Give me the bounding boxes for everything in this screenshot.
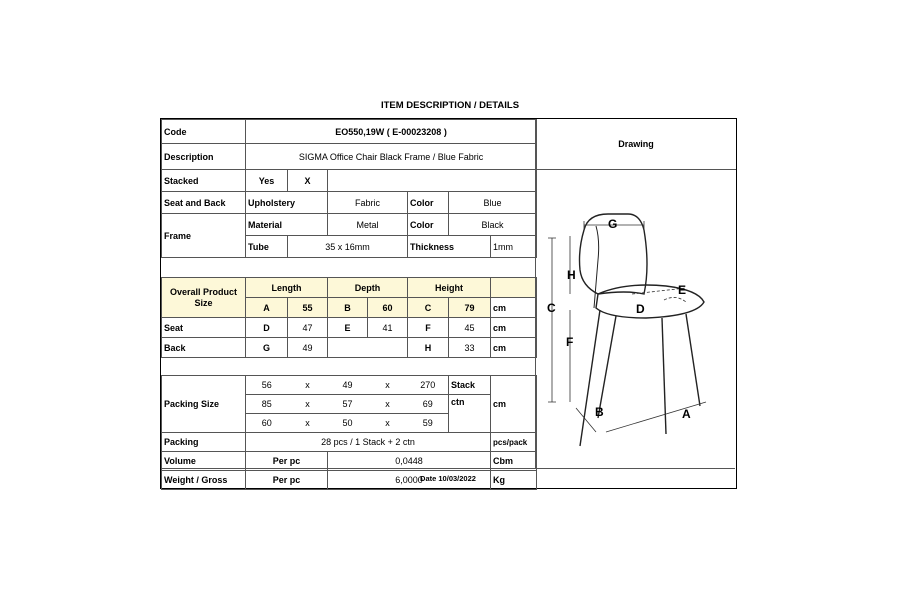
empty-cell (491, 278, 537, 298)
empty-cell (328, 170, 537, 192)
overall-unit: cm (491, 298, 537, 318)
stacked-mark: X (288, 170, 328, 192)
seat-color-label: Color (408, 192, 449, 214)
dim-a-value: 55 (288, 298, 328, 318)
drawing-header: Drawing (536, 119, 736, 170)
seat-color: Blue (449, 192, 537, 214)
dim-g-value: 49 (288, 338, 328, 358)
pack-row2-h: 69 (408, 395, 449, 414)
pack-row3-h: 59 (408, 414, 449, 433)
volume-per: Per pc (246, 452, 328, 471)
seat-back-label: Seat and Back (162, 192, 246, 214)
dim-a-label: A (246, 298, 288, 318)
dim-g-label: G (246, 338, 288, 358)
dim-f-marker: F (566, 335, 574, 349)
frame-label: Frame (162, 214, 246, 258)
frame-material: Metal (328, 214, 408, 236)
pack-x: x (368, 376, 408, 395)
dim-d-marker: D (636, 302, 645, 316)
length-header: Length (246, 278, 328, 298)
dim-c-marker: C (547, 301, 556, 315)
dim-d-label: D (246, 318, 288, 338)
dim-b-marker: B (595, 405, 604, 419)
depth-header: Depth (328, 278, 408, 298)
code-label: Code (162, 120, 246, 144)
dim-a-marker: A (682, 407, 691, 421)
dim-h-value: 33 (449, 338, 491, 358)
ctn-label: ctn (449, 395, 491, 433)
dim-b-label: B (328, 298, 368, 318)
pack-x: x (368, 414, 408, 433)
dim-g-marker: G (608, 217, 618, 231)
weight-value: 6,0000 (328, 471, 491, 490)
spec-sheet (160, 118, 737, 489)
description-value: SIGMA Office Chair Black Frame / Blue Fabric (246, 144, 537, 170)
spacer-row (162, 358, 537, 376)
description-label: Description (162, 144, 246, 170)
dim-f-label: F (408, 318, 449, 338)
pack-row1-w: 49 (328, 376, 368, 395)
dim-b-value: 60 (368, 298, 408, 318)
back-unit: cm (491, 338, 537, 358)
pack-row3-l: 60 (246, 414, 288, 433)
thickness-label: Thickness (408, 236, 491, 258)
pack-row2-w: 57 (328, 395, 368, 414)
dim-c-label: C (408, 298, 449, 318)
packing-size-label: Packing Size (162, 376, 246, 433)
volume-value: 0,0448 (328, 452, 491, 471)
spec-table (161, 119, 537, 490)
drawing-column (535, 119, 736, 468)
spacer-row (162, 258, 537, 278)
volume-label: Volume (162, 452, 246, 471)
upholstery-material: Fabric (328, 192, 408, 214)
seat-unit: cm (491, 318, 537, 338)
dim-h-label: H (408, 338, 449, 358)
weight-unit: Kg (491, 471, 537, 490)
upholstery-label: Upholstery (246, 192, 328, 214)
dim-h-marker: H (567, 268, 576, 282)
packing-value: 28 pcs / 1 Stack + 2 ctn (246, 433, 491, 452)
stacked-yes: Yes (246, 170, 288, 192)
thickness-value: 1mm (491, 236, 537, 258)
overall-size-label: Overall Product Size (162, 278, 246, 318)
chair-diagram (536, 170, 736, 468)
dim-f-value: 45 (449, 318, 491, 338)
pack-row2-l: 85 (246, 395, 288, 414)
height-header: Height (408, 278, 491, 298)
dim-e-value: 41 (368, 318, 408, 338)
pack-row3-w: 50 (328, 414, 368, 433)
code-value: EO550,19W ( E-00023208 ) (246, 120, 537, 144)
dim-d-value: 47 (288, 318, 328, 338)
pack-x: x (288, 414, 328, 433)
date-footer: Date 10/03/2022 (161, 468, 735, 489)
empty-cell (328, 338, 408, 358)
stack-label: Stack (449, 376, 491, 395)
frame-material-label: Material (246, 214, 328, 236)
weight-per: Per pc (246, 471, 328, 490)
dim-c-value: 79 (449, 298, 491, 318)
stacked-label: Stacked (162, 170, 246, 192)
packing-unit: pcs/pack (491, 433, 537, 452)
pack-x: x (288, 376, 328, 395)
weight-label: Weight / Gross (162, 471, 246, 490)
seat-label: Seat (162, 318, 246, 338)
pack-x: x (368, 395, 408, 414)
tube-value: 35 x 16mm (288, 236, 408, 258)
frame-color-label: Color (408, 214, 449, 236)
dim-e-marker: E (678, 283, 687, 297)
packing-label: Packing (162, 433, 246, 452)
pack-x: x (288, 395, 328, 414)
pack-row1-l: 56 (246, 376, 288, 395)
volume-unit: Cbm (491, 452, 537, 471)
back-label: Back (162, 338, 246, 358)
pack-unit: cm (491, 376, 537, 433)
page-title: ITEM DESCRIPTION / DETAILS (380, 100, 520, 111)
pack-row1-h: 270 (408, 376, 449, 395)
dim-e-label: E (328, 318, 368, 338)
frame-color: Black (449, 214, 537, 236)
chair-drawing (536, 170, 736, 468)
tube-label: Tube (246, 236, 288, 258)
